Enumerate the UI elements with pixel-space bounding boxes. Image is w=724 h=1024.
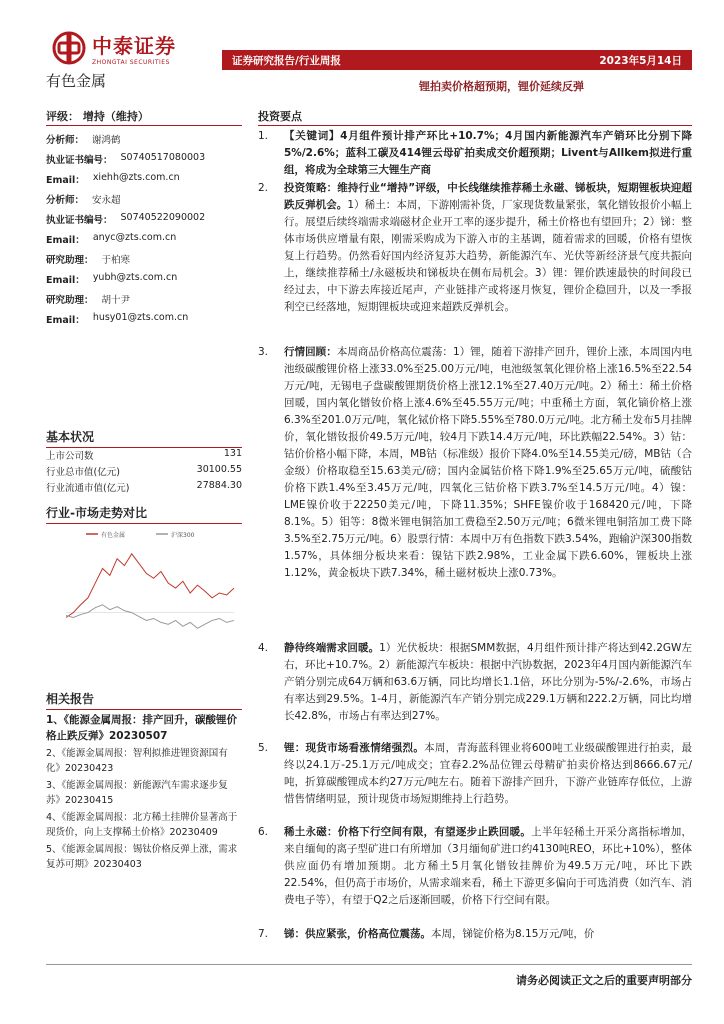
- analyst-key: Email：: [46, 175, 85, 186]
- highlight-point: [258, 128, 692, 179]
- analyst-value: S0740517080003: [120, 152, 206, 163]
- related-item[interactable]: 2、《能源金属周报：智利拟推进锂资源国有化》20230423: [46, 748, 228, 774]
- analyst-row: [46, 132, 121, 146]
- market-trend-chart: [46, 528, 242, 668]
- analyst-row: [46, 152, 205, 166]
- basic-value: 30100.55: [196, 464, 242, 475]
- market-trend-title: 行业-市场走势对比: [46, 504, 242, 524]
- point-heading: 静待终端需求回暖。: [284, 642, 380, 654]
- related-item[interactable]: 5、《能源金属周报：锡钛价格反弹上涨，需求复苏可期》20230403: [46, 844, 238, 870]
- analyst-value: 安永超: [92, 195, 121, 206]
- footer-disclaimer: 请务必阅读正文之后的重要声明部分: [516, 974, 692, 987]
- analyst-row: [46, 232, 176, 246]
- point-number: 2.: [258, 182, 269, 194]
- analyst-row: [46, 212, 205, 226]
- point-body: 1）光伏板块：根据SMM数据，4月组件预计排产将达到42.2GW左右，环比+10.7%。2）新能源汽车板块：根据中汽协数据，2023年4月国内新能源汽车产销分别完成64万辆和63.6万辆，同比均增长1.1倍，环比分别为-5%/-2.6%，市场占有率达到29.5%。1-4月，新能源汽车产销分别完成229.1万辆和222.2万辆，同比均增长42.8%，市场占有率达到27%。: [284, 642, 693, 722]
- point-body: 本周，青海蓝科锂业将600吨工业级碳酸锂进行拍卖，最终以24.1万-25.1万元/吨成交；宜春2.2%品位锂云母精矿拍卖价格达到8666.67元/吨，折算碳酸锂成本约27万元/吨左右。随着下游排产回升，下游产业链库存低位，上游惜售情绪明显，预计现货市场短期维持上行趋势。: [284, 742, 692, 805]
- analyst-key: 执业证书编号：: [46, 215, 113, 226]
- point-body: 本周，锑锭价格为8.15万元/吨，价: [431, 928, 595, 940]
- analyst-value: anyc@zts.com.cn: [92, 232, 177, 243]
- analyst-value: xiehh@zts.com.cn: [92, 172, 180, 183]
- basic-key: 行业总市值(亿元): [46, 467, 120, 478]
- point-body: 上半年轻稀土开采分离指标增加，来自缅甸的离子型矿进口有所增加（3月缅甸矿进口约4130吨REO，环比+10%），整体供应面仍有增加预期。北方稀土5月氧化镨钕挂牌价为49.5万元/吨，环比下跌22.54%，但仍高于市场价，从需求端来看，稀土下游更多偏向于可选消费（如汽车、消费电子等），有望于Q2之后逐渐回暖，价格下行空间有限。: [284, 826, 692, 906]
- investment-highlights-title: 投资要点: [258, 108, 692, 126]
- highlight-point: [258, 926, 692, 943]
- basic-status-row: [46, 448, 242, 462]
- report-date: 2023年5月14日: [599, 54, 682, 67]
- analyst-key: 研究助理：: [46, 295, 94, 306]
- analyst-key: Email：: [46, 315, 85, 326]
- sector-title: 有色金属: [46, 72, 107, 90]
- basic-key: 上市公司数: [46, 451, 94, 462]
- highlight-point: [258, 824, 692, 909]
- point-number: 1.: [258, 130, 269, 142]
- point-heading: 稀土永磁：价格下行空间有限，有望逐步止跌回暖。: [284, 826, 532, 838]
- analyst-value: yubh@zts.com.cn: [92, 272, 178, 283]
- point-number: 4.: [258, 642, 269, 654]
- point-number: 3.: [258, 346, 269, 358]
- analyst-key: 分析师：: [46, 135, 85, 146]
- report-type: 证券研究报告/行业周报: [232, 54, 341, 67]
- rating-value: 增持（维持）: [82, 110, 149, 123]
- point-number: 7.: [258, 928, 269, 940]
- highlight-point: [258, 740, 692, 808]
- highlight-point: [258, 180, 692, 316]
- series-line: [66, 554, 234, 618]
- analyst-value: 谢鸿鹤: [92, 135, 121, 146]
- basic-value: 27884.30: [196, 480, 242, 491]
- analyst-row: [46, 292, 130, 306]
- report-headline: 锂拍卖价格超预期，锂价延续反弹: [419, 80, 584, 93]
- investment-highlights: [258, 108, 692, 126]
- analyst-value: 于柏寒: [101, 255, 131, 266]
- highlight-point: [258, 344, 692, 582]
- related-title: 相关报告: [46, 690, 242, 710]
- report-header-bar: [222, 50, 692, 70]
- analyst-value: S0740522090002: [120, 212, 206, 223]
- analyst-row: [46, 252, 130, 266]
- legend-label: 沪深300: [171, 532, 195, 539]
- analyst-row: [46, 172, 180, 186]
- related-item[interactable]: 1、《能源金属周报：排产回升，碳酸锂价格止跌反弹》20230507: [46, 714, 238, 742]
- analyst-key: 分析师：: [46, 195, 85, 206]
- analyst-key: Email：: [46, 275, 85, 286]
- analyst-row: [46, 272, 177, 286]
- analyst-row: [46, 312, 188, 326]
- analyst-key: 研究助理：: [46, 255, 94, 266]
- basic-status-row: [46, 464, 242, 478]
- point-heading: 锑：供应紧张，价格高位震荡。: [284, 928, 431, 940]
- rating: [46, 108, 242, 126]
- analyst-value: 胡十尹: [101, 295, 131, 306]
- trend-chart-svg: [46, 528, 242, 668]
- related-reports: [46, 690, 242, 872]
- basic-value: 131: [223, 448, 242, 459]
- point-heading: 锂：现货市场看涨情绪强烈。: [284, 742, 425, 754]
- series-line: [66, 605, 234, 629]
- basic-key: 行业流通市值(亿元): [46, 483, 130, 494]
- point-number: 5.: [258, 742, 269, 754]
- point-heading: 【关键词】4月组件预计排产环比+10.7%；4月国内新能源汽车产销环比分别下降5%/2.6%；蓝科工碳及414锂云母矿拍卖成交价超预期；Livent与Allkem拟进行重组，将成为全球第三大锂生产商: [284, 130, 692, 176]
- point-heading: 投资策略：维持行业“增持”评级，中长线继续推荐稀土永磁、锑板块，短期锂板块迎超跌反弹机会。: [284, 182, 692, 211]
- brand-name-cn: 中泰证券: [92, 34, 176, 58]
- zhongtai-logo-icon: [52, 31, 86, 65]
- point-heading: 行情回顾：: [284, 346, 337, 358]
- highlight-point: [258, 640, 692, 725]
- related-item[interactable]: 4、《能源金属周报：北方稀土挂牌价显著高于现货价，向上支撑稀土价格》20230409: [46, 812, 238, 838]
- point-number: 6.: [258, 826, 269, 838]
- point-body: 1）稀土：本周，下游刚需补货，厂家现货数量紧张，氧化镨钕报价小幅上行。展望后续终端需求端磁材企业开工率的逐步提升，稀土价格也有望回升；2）锑：整体市场供应增量有限，刚需采购成为下游入市的主基调，随着需求的回暖，价格有望恢复上行趋势。仍然看好国内经济复苏大趋势，新能源汽车、光伏等新经济景气度共振向上，继续推荐稀土/永磁板块和锑板块在侧布局机会。3）锂：锂价跌速最快的时间段已经过去，中下游去库接近尾声，产业链排产或将逐月恢复，锂价企稳回升，以及一季报利空已经落地，短期锂板块或迎来超跌反弹机会。: [284, 199, 693, 313]
- legend-label: 有色金属: [101, 532, 126, 539]
- point-body: 本周商品价格高位震荡：1）锂，随着下游排产回升，锂价上涨，本周国内电池级碳酸锂价格上涨33.0%至25.00万元/吨，电池级氢氧化锂价格上涨16.5%至22.54万元/吨，无锡电子盘碳酸锂期货价格上涨12.1%至27.40万元/吨。2）稀土：稀土价格回暖，国内氧化镨钕价格上涨4.6%至45.55万元/吨；中重稀土方面，氧化镝价格上涨6.3%至201.0万元/吨，氧化铽价格下降5.55%至780.0万元/吨。北方稀土发布5月挂牌价，氧化镨钕报价49.5万元/吨，较4月下跌14.4万元/吨，环比跌幅22.54%。3）钴：钴价价格小幅下降，本周，MB钴（标准级）报价下降4.0%至14.55美元/磅，MB钴（合金级）价格取稳至15.63美元/磅；国内金属钴价格下降1.9%至25.65万元/吨，硫酸钴价格下跌1.4%至3.45万元/吨，四氧化三钴价格下跌3.7%至14.5万元/吨。4）镍：LME镍价收于22250美元/吨，下降11.35%；SHFE镍价收于168420元/吨，下降8.1%。5）钼等：8微米锂电铜箔加工费稳至2.50万元/吨；6微米锂电铜箔加工费下降3.5%至2.75万元/吨。6）股票行情：本周中万有色指数下跌3.54%，跑输沪深300指数1.57%，具体细分板块来看：镍钴下跌2.98%，工业金属下跌6.60%，锂板块上涨1.12%，黄金板块下跌7.34%，稀土磁材板块上涨0.73%。: [284, 346, 692, 579]
- analyst-key: Email：: [46, 235, 85, 246]
- basic-status-title: 基本状况: [46, 428, 242, 448]
- brand-logo: [52, 30, 176, 66]
- analyst-value: husy01@zts.com.cn: [92, 312, 189, 323]
- basic-status-row: [46, 480, 242, 494]
- analyst-key: 执业证书编号：: [46, 155, 113, 166]
- analyst-row: [46, 192, 121, 206]
- footer-divider: [46, 964, 692, 965]
- rating-label: 评级：: [46, 110, 79, 123]
- brand-name-en: ZHONGTAI SECURITIES: [92, 59, 170, 66]
- related-item[interactable]: 3、《能源金属周报：新能源汽车需求逐步复苏》20230415: [46, 780, 228, 806]
